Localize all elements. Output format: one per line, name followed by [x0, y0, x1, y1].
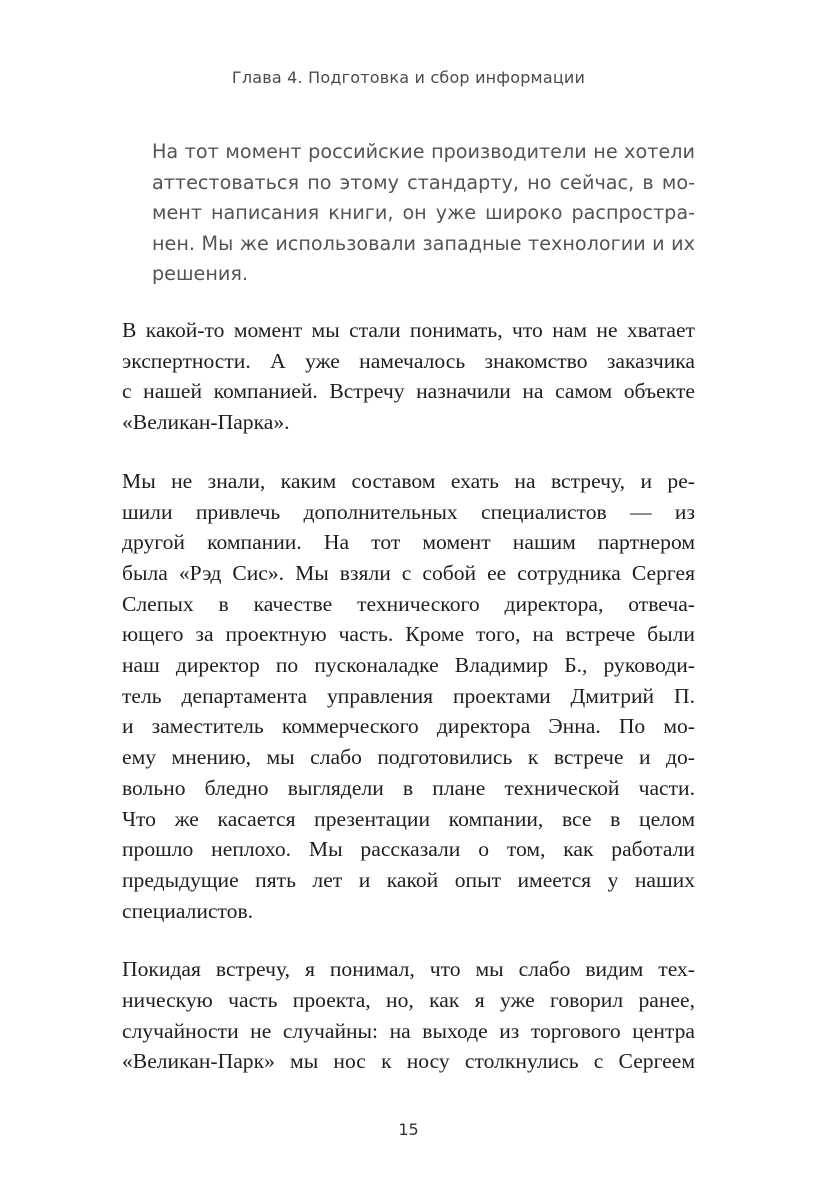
callout-line: нен. Мы же использовали западные технологии и их — [152, 231, 695, 255]
text-line: была «Рэд Сис». Мы взяли с собой ее сотрудника Сергея — [122, 560, 695, 585]
text-line: с нашей компанией. Встречу назначили на самом объекте — [122, 379, 695, 404]
text-line: В какой-то момент мы стали понимать, что нам не хватает — [122, 318, 695, 342]
text-line: Что же касается презентации компании, все в целом — [122, 806, 695, 831]
callout-line: На тот момент российские производители не хотели — [152, 140, 695, 163]
body-text — [122, 315, 695, 1105]
running-header: Глава 4. Подготовка и сбор информации — [231, 68, 586, 87]
text-line: предыдущие пять лет и какой опыт имеется у наших — [122, 867, 695, 892]
text-line: вольно бледно выглядели в плане технической части. — [122, 775, 695, 800]
text-line: экспертности. А уже намечалось знакомство заказчика — [122, 348, 695, 373]
text-line: и заместитель коммерческого директора Энна. По мо- — [122, 714, 695, 739]
text-line: Слепых в качестве технического директора, отвеча- — [122, 591, 695, 616]
page-number: 15 — [398, 1120, 419, 1139]
text-line: «Великан-Парка». — [122, 410, 290, 435]
text-line: другой компании. На тот момент нашим партнером — [122, 530, 695, 555]
callout-line: решения. — [152, 262, 249, 285]
paragraph-1 — [122, 315, 695, 438]
paragraph-3 — [122, 954, 695, 1077]
callout-line: мент написания книги, он уже широко распростра- — [152, 201, 695, 224]
text-line: тель департамента управления проектами Дмитрий П. — [122, 683, 695, 708]
text-line: случайности не случайны: на выходе из торгового центра — [122, 1018, 695, 1043]
text-line: ющего за проектную часть. Кроме того, на встрече были — [122, 622, 695, 647]
text-line: ему мнению, мы слабо подготовились к встрече и до- — [122, 745, 695, 770]
text-line: Покидая встречу, я понимал, что мы слабо видим тех- — [122, 957, 695, 982]
text-line: наш директор по пусконаладке Владимир Б., руководи- — [122, 653, 695, 678]
paragraph-2 — [122, 466, 695, 927]
text-line: Мы не знали, каким составом ехать на встречу, и ре- — [122, 468, 695, 493]
text-line: ническую часть проекта, но, как я уже говорил ранее, — [122, 988, 695, 1013]
text-line: специалистов. — [122, 898, 254, 923]
callout-line: аттестоваться по этому стандарту, но сейчас, в мо- — [152, 170, 695, 194]
text-line: прошло неплохо. Мы рассказали о том, как работали — [122, 837, 695, 862]
callout-note — [152, 137, 695, 290]
text-line: шили привлечь дополнительных специалистов — из — [122, 499, 695, 524]
text-line: «Великан-Парк» мы нос к носу столкнулись с Сергеем — [122, 1049, 695, 1074]
